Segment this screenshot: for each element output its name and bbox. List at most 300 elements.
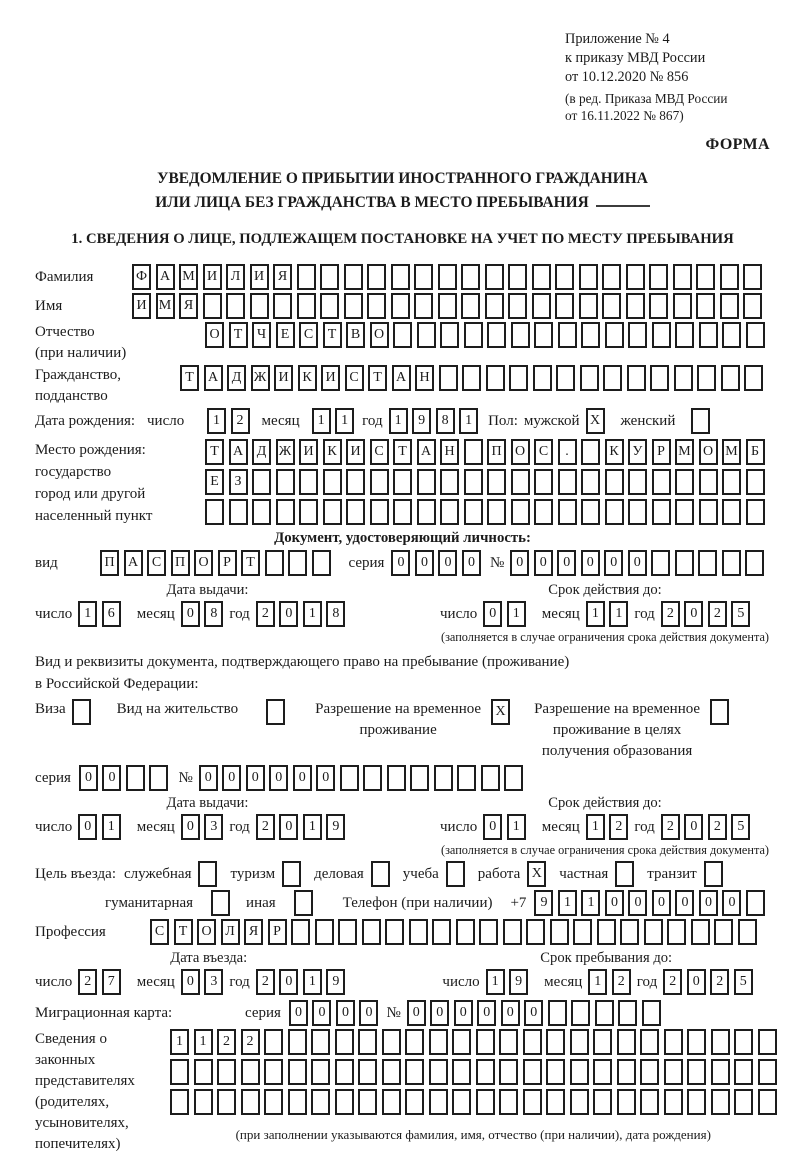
cell: 1 xyxy=(170,1029,189,1055)
cell: X xyxy=(586,408,605,434)
cell: А xyxy=(124,550,143,576)
cell xyxy=(628,322,647,348)
cell xyxy=(217,1059,236,1085)
cell: 0 xyxy=(246,765,265,791)
cell: И xyxy=(132,293,151,319)
cell xyxy=(532,264,551,290)
purpose-work-checkbox xyxy=(527,861,546,887)
purpose-business-label: деловая xyxy=(314,866,364,882)
cell xyxy=(617,1029,636,1055)
legal-reps-label-line4: (родителях, xyxy=(35,1094,110,1110)
cell: 0 xyxy=(628,890,647,916)
cell xyxy=(476,1029,495,1055)
cell xyxy=(499,1089,518,1115)
cell xyxy=(744,365,763,391)
cell xyxy=(323,469,342,495)
cell xyxy=(699,499,718,525)
cell: А xyxy=(229,439,248,465)
cell xyxy=(266,699,285,725)
cell: К xyxy=(298,365,317,391)
form-label: ФОРМА xyxy=(705,136,770,153)
cell xyxy=(548,1000,567,1026)
cell: 2 xyxy=(231,408,250,434)
cell xyxy=(667,919,686,945)
cell: 0 xyxy=(391,550,410,576)
cell xyxy=(556,365,575,391)
patronymic-label xyxy=(35,322,205,364)
cell xyxy=(743,293,762,319)
birth-place-cells-row3 xyxy=(205,499,765,525)
cell: 1 xyxy=(194,1029,213,1055)
cell xyxy=(550,919,569,945)
stay-day-cells xyxy=(486,969,529,995)
cell: 0 xyxy=(430,1000,449,1026)
residence-series-label: серия xyxy=(35,770,71,786)
cell xyxy=(579,293,598,319)
identity-issue-month-cells xyxy=(181,601,224,627)
cell: Я xyxy=(244,919,263,945)
cell: З xyxy=(229,469,248,495)
cell xyxy=(746,322,765,348)
patronymic-row xyxy=(35,322,770,362)
cell: Р xyxy=(218,550,237,576)
cell: 0 xyxy=(581,550,600,576)
cell xyxy=(217,1089,236,1115)
cell: 0 xyxy=(181,601,200,627)
residence-series-row xyxy=(35,765,770,791)
cell xyxy=(320,264,339,290)
cell: А xyxy=(417,439,436,465)
citizenship-label-line1: Гражданство, xyxy=(35,367,122,383)
cell: С xyxy=(534,439,553,465)
migration-number-label: № xyxy=(386,1005,401,1021)
residence-valid-note: (заполняется в случае ограничения срока действия документа) xyxy=(440,843,770,857)
cell: 1 xyxy=(486,969,505,995)
cell: 0 xyxy=(501,1000,520,1026)
cell xyxy=(558,322,577,348)
residence-number-label: № xyxy=(178,770,193,786)
cell xyxy=(387,765,406,791)
cell xyxy=(288,1059,307,1085)
cell xyxy=(464,469,483,495)
cell: 0 xyxy=(454,1000,473,1026)
cell: 0 xyxy=(181,814,200,840)
cell: Е xyxy=(276,322,295,348)
cell xyxy=(344,264,363,290)
cell xyxy=(603,365,622,391)
cell xyxy=(711,1059,730,1085)
cell xyxy=(194,1089,213,1115)
cell xyxy=(627,365,646,391)
cell xyxy=(457,765,476,791)
cell: С xyxy=(299,322,318,348)
cell: О xyxy=(370,322,389,348)
cell xyxy=(580,365,599,391)
stay-year-cells xyxy=(663,969,753,995)
residence-issue-col xyxy=(35,794,380,858)
appendix-line: от 10.12.2020 № 856 xyxy=(565,69,689,85)
cell xyxy=(276,469,295,495)
cell xyxy=(264,1089,283,1115)
cell: 2 xyxy=(241,1029,260,1055)
cell xyxy=(570,1089,589,1115)
cell xyxy=(335,1029,354,1055)
cell xyxy=(405,1029,424,1055)
purpose-official-label: служебная xyxy=(123,866,192,882)
legal-reps-block xyxy=(35,1029,770,1155)
cell xyxy=(675,469,694,495)
cell xyxy=(649,293,668,319)
cell: 1 xyxy=(102,814,121,840)
cell xyxy=(523,1029,542,1055)
cell xyxy=(593,1029,612,1055)
cell: 0 xyxy=(462,550,481,576)
cell xyxy=(722,550,741,576)
legal-reps-cells-row2 xyxy=(170,1059,777,1085)
doc-number-label: № xyxy=(489,555,505,571)
cell: 0 xyxy=(102,765,121,791)
cell: 2 xyxy=(256,814,275,840)
cell xyxy=(440,469,459,495)
cell xyxy=(722,499,741,525)
cell xyxy=(570,1029,589,1055)
cell: О xyxy=(197,919,216,945)
cell: 0 xyxy=(510,550,529,576)
cell xyxy=(734,1089,753,1115)
citizenship-label xyxy=(35,365,180,407)
cell xyxy=(734,1029,753,1055)
profession-cells xyxy=(150,919,757,945)
cell xyxy=(358,1089,377,1115)
cell xyxy=(721,365,740,391)
temp-residence-label-line2: проживание xyxy=(359,722,437,738)
cell xyxy=(698,550,717,576)
cell xyxy=(452,1089,471,1115)
birth-place-rows xyxy=(205,439,765,525)
given-name-cells xyxy=(132,293,762,319)
cell xyxy=(250,293,269,319)
cell xyxy=(675,322,694,348)
temp-residence-label xyxy=(315,699,481,741)
month-label: месяц xyxy=(541,606,580,622)
cell xyxy=(405,1089,424,1115)
cell xyxy=(571,1000,590,1026)
cell: 2 xyxy=(78,969,97,995)
cell: О xyxy=(511,439,530,465)
cell xyxy=(651,550,670,576)
cell xyxy=(581,499,600,525)
cell xyxy=(410,765,429,791)
cell xyxy=(299,469,318,495)
cell xyxy=(499,1029,518,1055)
birth-month-cells xyxy=(312,408,355,434)
citizenship-row xyxy=(35,365,770,405)
identity-valid-month-cells xyxy=(586,601,629,627)
cell: 2 xyxy=(609,814,628,840)
cell: Ж xyxy=(276,439,295,465)
cell xyxy=(393,469,412,495)
cell: 0 xyxy=(524,1000,543,1026)
cell: Я xyxy=(179,293,198,319)
cell: 0 xyxy=(675,890,694,916)
sex-male-label: мужской xyxy=(523,413,580,429)
cell xyxy=(714,919,733,945)
purpose-study-checkbox xyxy=(446,861,465,887)
cell xyxy=(205,499,224,525)
legal-reps-cells-row3 xyxy=(170,1089,777,1115)
cell xyxy=(276,499,295,525)
cell: 9 xyxy=(509,969,528,995)
purpose-label: Цель въезда: xyxy=(35,866,116,882)
sex-label: Пол: xyxy=(488,413,518,429)
cell: Р xyxy=(652,439,671,465)
cell: Р xyxy=(268,919,287,945)
purpose-transit-checkbox xyxy=(704,861,723,887)
cell xyxy=(252,469,271,495)
cell xyxy=(311,1059,330,1085)
cell xyxy=(288,1029,307,1055)
cell xyxy=(311,1089,330,1115)
birth-day-cells xyxy=(207,408,250,434)
year-label: год xyxy=(229,819,250,835)
cell: 0 xyxy=(222,765,241,791)
cell: 2 xyxy=(661,814,680,840)
cell: 3 xyxy=(204,814,223,840)
migration-series-cells xyxy=(289,1000,379,1026)
cell xyxy=(696,264,715,290)
cell xyxy=(555,293,574,319)
cell: А xyxy=(204,365,223,391)
doc-series-label: серия xyxy=(348,555,385,571)
appendix-line: к приказу МВД России xyxy=(565,50,706,66)
cell xyxy=(370,469,389,495)
cell xyxy=(664,1029,683,1055)
cell xyxy=(264,1029,283,1055)
cell xyxy=(226,293,245,319)
cell xyxy=(434,765,453,791)
identity-doc-heading: Документ, удостоверяющий личность: xyxy=(274,530,531,546)
identity-valid-line xyxy=(440,601,770,627)
cell: Б xyxy=(746,439,765,465)
entry-date-line xyxy=(35,969,382,995)
cell xyxy=(288,550,307,576)
cell xyxy=(198,861,217,887)
birth-year-cells xyxy=(389,408,479,434)
cell: 3 xyxy=(204,969,223,995)
cell xyxy=(546,1089,565,1115)
cell xyxy=(382,1089,401,1115)
cell: 0 xyxy=(269,765,288,791)
identity-valid-note: (заполняется в случае ограничения срока действия документа) xyxy=(440,630,770,644)
cell: 0 xyxy=(684,814,703,840)
residence-valid-col xyxy=(440,794,770,858)
cell xyxy=(743,264,762,290)
cell xyxy=(462,365,481,391)
cell: 0 xyxy=(722,890,741,916)
cell: М xyxy=(156,293,175,319)
cell xyxy=(758,1029,777,1055)
stay-until-title: Срок пребывания до: xyxy=(540,950,673,966)
cell xyxy=(265,550,284,576)
sex-male-checkbox xyxy=(586,408,605,434)
edition-line: (в ред. Приказа МВД России xyxy=(565,91,728,106)
cell xyxy=(461,264,480,290)
cell: 1 xyxy=(507,814,526,840)
legal-reps-label-line6: попечителях) xyxy=(35,1136,121,1152)
cell: 0 xyxy=(534,550,553,576)
cell xyxy=(429,1059,448,1085)
cell: И xyxy=(250,264,269,290)
cell: 0 xyxy=(557,550,576,576)
phone-cells xyxy=(534,890,765,916)
cell: Я xyxy=(273,264,292,290)
purpose-tourism-checkbox xyxy=(282,861,301,887)
purpose-tourism-label: туризм xyxy=(230,866,276,882)
cell xyxy=(534,499,553,525)
cell: 1 xyxy=(303,814,322,840)
phone-prefix: +7 xyxy=(510,895,527,911)
cell: 0 xyxy=(699,890,718,916)
stay-month-cells xyxy=(588,969,631,995)
cell xyxy=(438,293,457,319)
cell xyxy=(439,365,458,391)
birth-place-label-line1: Место рождения: xyxy=(35,442,146,458)
cell xyxy=(335,1089,354,1115)
cell: 1 xyxy=(303,601,322,627)
cell: 5 xyxy=(731,814,750,840)
cell xyxy=(605,499,624,525)
cell xyxy=(558,499,577,525)
cell xyxy=(605,322,624,348)
cell xyxy=(746,499,765,525)
cell: К xyxy=(605,439,624,465)
cell: О xyxy=(194,550,213,576)
cell: 6 xyxy=(102,601,121,627)
cell: 9 xyxy=(412,408,431,434)
cell: 0 xyxy=(279,601,298,627)
month-label: месяц xyxy=(136,819,175,835)
cell xyxy=(758,1059,777,1085)
temp-residence-label-line1: Разрешение на временное xyxy=(315,701,482,717)
cell: Т xyxy=(174,919,193,945)
residence-issue-day-cells xyxy=(78,814,121,840)
cell xyxy=(485,293,504,319)
cell xyxy=(602,264,621,290)
cell xyxy=(414,264,433,290)
cell: Ч xyxy=(252,322,271,348)
cell xyxy=(617,1059,636,1085)
cell: Ж xyxy=(251,365,270,391)
cell xyxy=(479,919,498,945)
cell xyxy=(722,469,741,495)
cell: 2 xyxy=(708,601,727,627)
birth-date-row xyxy=(35,408,770,434)
cell xyxy=(640,1059,659,1085)
given-name-row xyxy=(35,293,770,319)
cell xyxy=(579,264,598,290)
legal-reps-label xyxy=(35,1029,170,1155)
cell: 0 xyxy=(181,969,200,995)
entry-date-title: Дата въезда: xyxy=(170,950,248,966)
visa-option xyxy=(35,699,91,725)
cell: С xyxy=(345,365,364,391)
visa-checkbox xyxy=(72,699,91,725)
cell: А xyxy=(392,365,411,391)
cell: С xyxy=(370,439,389,465)
legal-reps-rows xyxy=(170,1029,777,1143)
cell: 0 xyxy=(483,601,502,627)
cell xyxy=(340,765,359,791)
cell xyxy=(170,1059,189,1085)
cell: М xyxy=(675,439,694,465)
identity-issue-title: Дата выдачи: xyxy=(166,582,249,598)
cell xyxy=(241,1059,260,1085)
year-label: год xyxy=(636,974,658,990)
cell: 0 xyxy=(279,814,298,840)
cell xyxy=(523,1059,542,1085)
cell xyxy=(746,469,765,495)
cell xyxy=(745,550,764,576)
doc-number-cells xyxy=(510,550,764,576)
cell: Д xyxy=(252,439,271,465)
cell xyxy=(511,322,530,348)
appendix-line: Приложение № 4 xyxy=(565,31,670,47)
cell: 1 xyxy=(207,408,226,434)
cell xyxy=(485,264,504,290)
cell: И xyxy=(274,365,293,391)
cell xyxy=(335,1059,354,1085)
residence-card-option xyxy=(117,699,285,725)
cell xyxy=(464,322,483,348)
cell: 1 xyxy=(78,601,97,627)
cell: 0 xyxy=(293,765,312,791)
cell: И xyxy=(203,264,222,290)
cell xyxy=(499,1059,518,1085)
identity-valid-col xyxy=(440,581,770,645)
purpose-official-checkbox xyxy=(198,861,217,887)
cell xyxy=(432,919,451,945)
cell xyxy=(363,765,382,791)
birth-place-label-line4: населенный пункт xyxy=(35,508,153,524)
cell xyxy=(626,293,645,319)
cell xyxy=(367,264,386,290)
cell xyxy=(367,293,386,319)
cell xyxy=(533,365,552,391)
cell xyxy=(440,499,459,525)
residence-series-cells xyxy=(79,765,169,791)
residence-issue-title: Дата выдачи: xyxy=(166,795,249,811)
cell xyxy=(414,293,433,319)
birth-place-cells-row1 xyxy=(205,439,765,465)
cell: 9 xyxy=(534,890,553,916)
cell: И xyxy=(346,439,365,465)
cell xyxy=(503,919,522,945)
cell xyxy=(687,1029,706,1055)
cell xyxy=(626,264,645,290)
cell xyxy=(299,499,318,525)
form-title-line1: УВЕДОМЛЕНИЕ О ПРИБЫТИИ ИНОСТРАННОГО ГРАЖДАНИНА xyxy=(157,170,648,187)
cell: 0 xyxy=(483,814,502,840)
purpose-work-label: работа xyxy=(477,866,521,882)
migration-series-label: серия xyxy=(245,1005,281,1021)
cell xyxy=(711,1029,730,1055)
cell xyxy=(315,919,334,945)
edu-residence-label-line1: Разрешение на временное xyxy=(534,701,701,717)
cell: 2 xyxy=(708,814,727,840)
cell xyxy=(617,1089,636,1115)
cell: Н xyxy=(415,365,434,391)
cell xyxy=(385,919,404,945)
